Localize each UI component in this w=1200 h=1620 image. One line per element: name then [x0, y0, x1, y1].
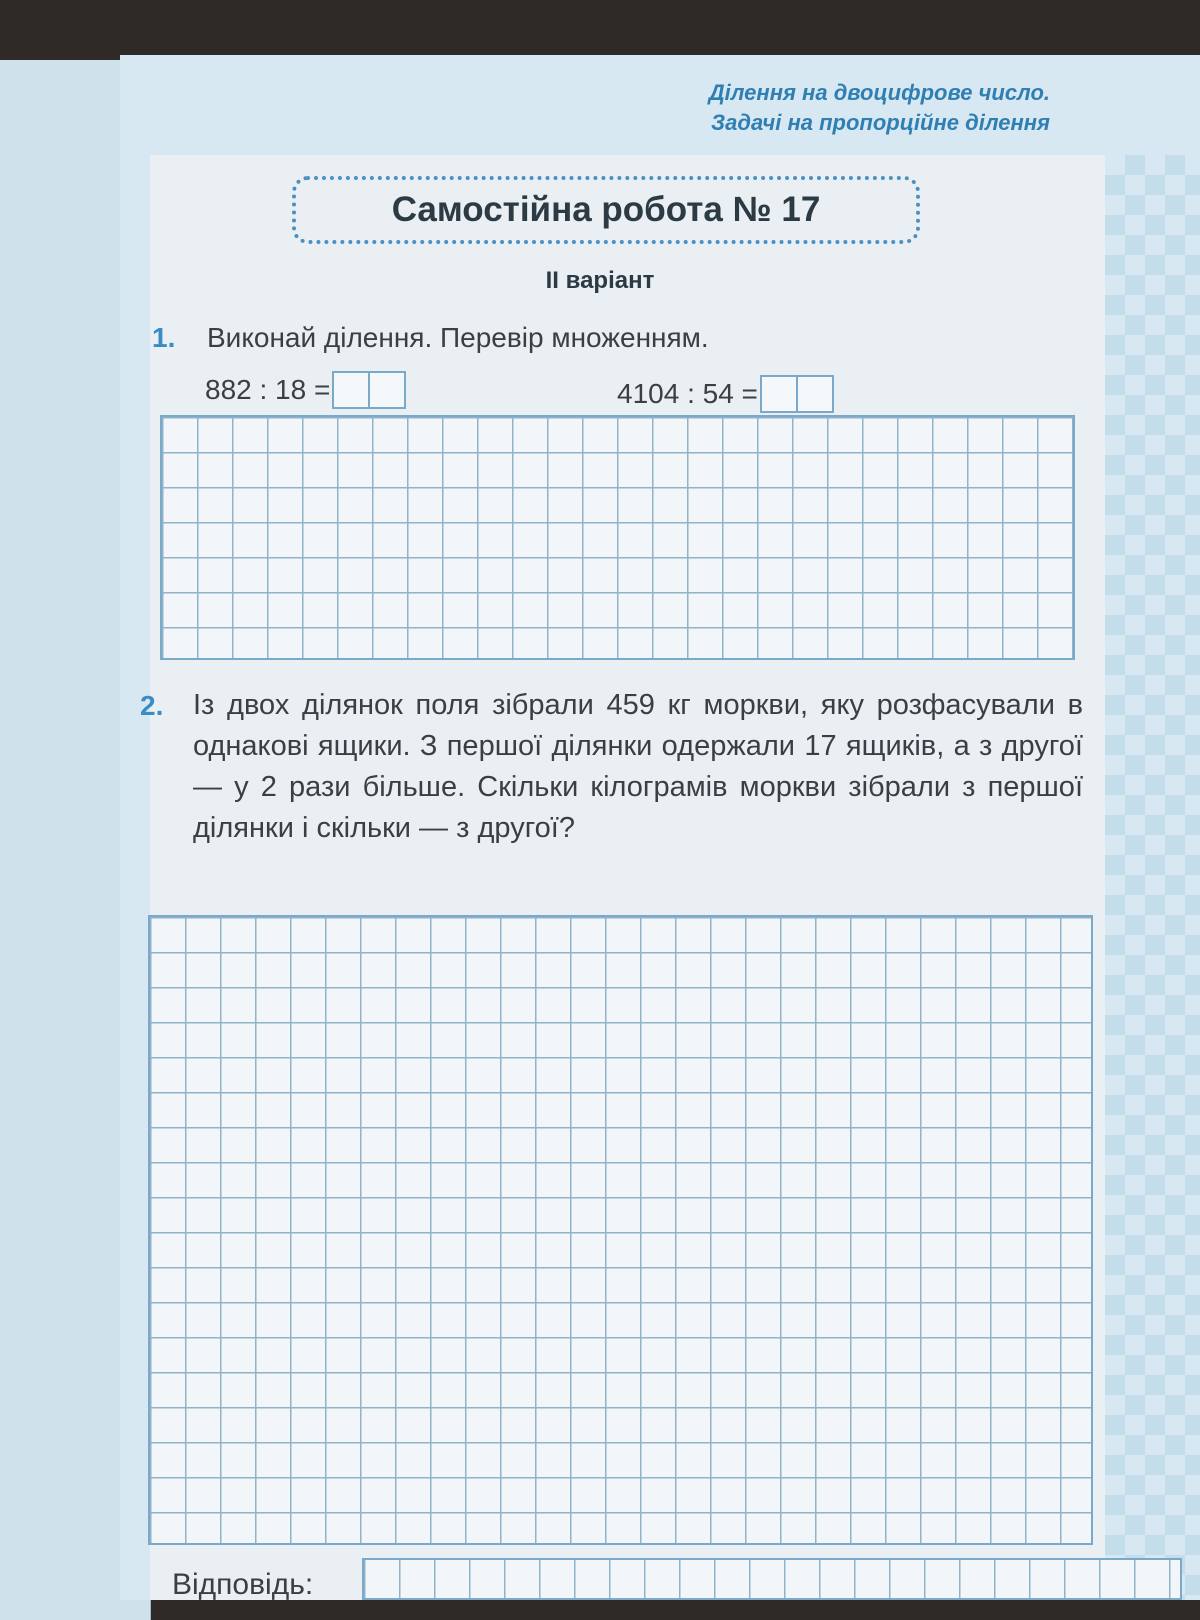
answer-cell[interactable] [332, 371, 370, 409]
task2-number: 2. [140, 690, 164, 721]
answer-cell[interactable] [760, 375, 798, 413]
answer-cell[interactable] [368, 371, 406, 409]
task2-work-grid[interactable] [148, 915, 1093, 1545]
equation-1-text: 882 : 18 = [205, 374, 331, 405]
answer-cell[interactable] [796, 375, 834, 413]
answer-field[interactable] [362, 1558, 1182, 1600]
title-box [292, 176, 920, 244]
equation-2 [617, 375, 834, 413]
equation-1 [205, 371, 406, 409]
decorative-pattern [1105, 155, 1200, 1600]
answer-label: Відповідь: [172, 1568, 314, 1601]
topic-line-1: Ділення на двоцифрове число. [708, 80, 1050, 105]
variant-label: ІІ варіант [545, 267, 655, 294]
task1-text: Виконай ділення. Перевір множенням. [207, 322, 709, 353]
topic-header [709, 78, 1050, 138]
equation-2-text: 4104 : 54 = [617, 378, 758, 409]
equation-1-answer[interactable] [334, 371, 406, 409]
task2-text: Із двох ділянок поля зібрали 459 кг моркви, яку розфасували в однакові ящики. З першої ділянки одержали 17 ящиків, а з другої — у 2 рази більше. Скільки кілограмів моркви зібрали з першої ділянки і скільки — з другої? [193, 689, 1083, 844]
page-title: Самостійна робота № 17 [391, 190, 821, 229]
task1-number: 1. [152, 322, 176, 353]
topic-line-2: Задачі на пропорційне ділення [711, 110, 1050, 135]
task1-work-grid[interactable] [160, 415, 1075, 660]
equation-2-answer[interactable] [762, 375, 834, 413]
